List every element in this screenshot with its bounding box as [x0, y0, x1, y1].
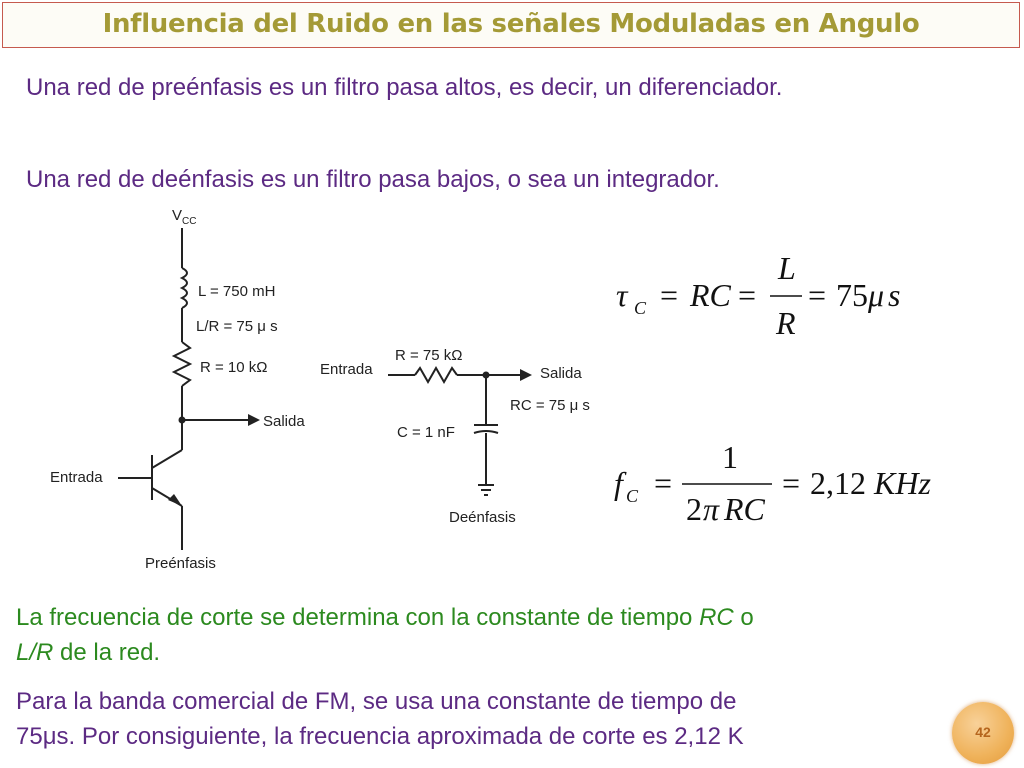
- fc-result: 2,12: [810, 465, 866, 501]
- tau-denominator: R: [776, 305, 796, 341]
- inductor-label: L = 750 mH: [198, 283, 276, 300]
- fm-band-text: Para la banda comercial de FM, se usa una constante de tiempo de 75μs. Por consiguiente, la frecuencia aproximada de corte es 2,12 K: [16, 688, 744, 750]
- deemph-resistor-label: R = 75 kΩ: [395, 347, 463, 364]
- fc-den-2: 2: [686, 491, 702, 527]
- vcc-label: $V_{CC}$: [172, 207, 197, 227]
- tau-equals-3: =: [808, 277, 827, 313]
- capacitor-plate-bottom: [474, 431, 498, 433]
- deemphasis-definition: Una red de deénfasis es un filtro pasa bajos, o sea un integrador.: [26, 166, 720, 193]
- transistor-collector: [152, 450, 182, 468]
- tau-equation: [610, 252, 920, 342]
- fc-subscript: C: [626, 486, 639, 506]
- emitter-arrow: [168, 494, 182, 506]
- resistor-zigzag: [174, 342, 190, 386]
- preemphasis-definition: Una red de preénfasis es un filtro pasa altos, es decir, un diferenciador.: [26, 74, 783, 101]
- tau-equals-1: =: [660, 277, 679, 313]
- lr-time-constant-label: L/R = 75 μ s: [196, 318, 278, 335]
- tau-subscript: C: [634, 298, 647, 318]
- fc-symbol: f: [614, 465, 623, 501]
- tau-symbol: τ: [616, 277, 628, 313]
- deemph-junction-dot: [483, 372, 490, 379]
- deemph-input-label: Entrada: [320, 361, 373, 378]
- capacitor-label: C = 1 nF: [397, 424, 455, 441]
- rc-time-constant-label: RC = 75 μ s: [510, 397, 590, 414]
- preemph-caption: Preénfasis: [145, 555, 216, 572]
- fc-equation: [610, 440, 950, 530]
- tau-equals-2: =: [738, 277, 757, 313]
- fc-den-pi: π: [703, 491, 720, 527]
- deemph-caption: Deénfasis: [449, 509, 516, 526]
- fc-equals-1: =: [654, 465, 673, 501]
- page-number: 42: [975, 724, 991, 740]
- rc-term: RC: [699, 604, 734, 631]
- deemph-resistor-zigzag: [415, 368, 457, 382]
- preemph-input-label: Entrada: [50, 469, 103, 486]
- deemph-output-arrow: [520, 369, 532, 381]
- tau-result: 75: [836, 277, 868, 313]
- lr-term: L/R: [16, 639, 54, 666]
- tau-mu: μ: [868, 277, 885, 313]
- fc-equals-2: =: [782, 465, 801, 501]
- page-number-badge: [952, 702, 1014, 764]
- circuit-diagrams: [0, 200, 620, 580]
- fc-den-rc: RC: [724, 491, 765, 527]
- fc-unit: KHz: [874, 465, 931, 501]
- cutoff-frequency-text: La frecuencia de corte se determina con la constante de tiempo RC o L/R de la red.: [16, 604, 754, 666]
- title-box: [2, 2, 1020, 48]
- deemph-output-label: Salida: [540, 365, 582, 382]
- junction-dot: [179, 417, 186, 424]
- preemph-output-label: Salida: [263, 413, 305, 430]
- preemph-resistor-label: R = 10 kΩ: [200, 359, 268, 376]
- output-arrow: [248, 414, 260, 426]
- tau-unit: s: [888, 277, 901, 313]
- inductor-coil: [182, 268, 187, 308]
- slide-title: Influencia del Ruido en las señales Moduladas en Angulo: [102, 9, 920, 39]
- fc-numerator: 1: [722, 440, 738, 475]
- tau-numerator: L: [778, 252, 796, 286]
- tau-rc: RC: [690, 277, 731, 313]
